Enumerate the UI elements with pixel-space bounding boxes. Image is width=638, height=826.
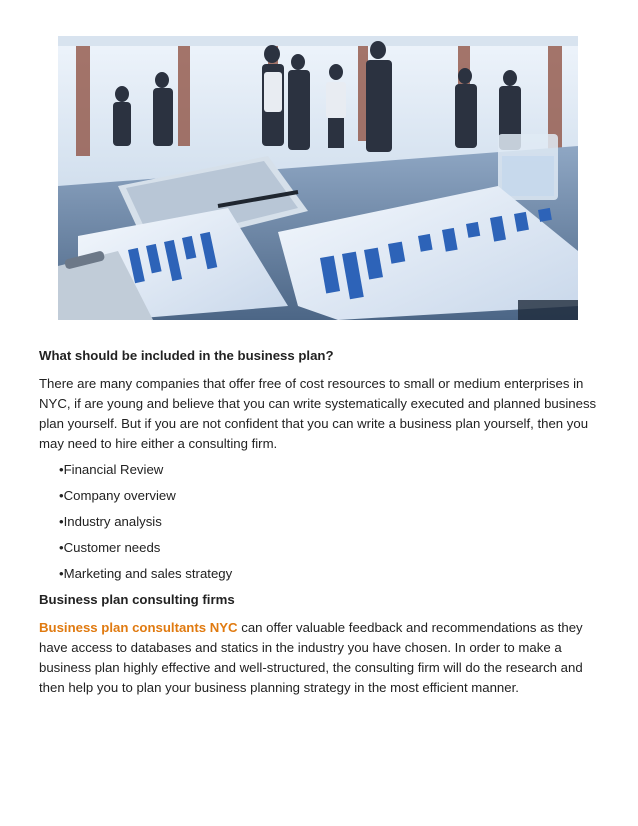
- consulting-paragraph: [39, 618, 601, 698]
- article-content: [39, 346, 601, 698]
- section-heading-consulting: Business plan consulting firms: [39, 592, 235, 607]
- list-item: •Financial Review: [59, 462, 164, 477]
- list-item: •Industry analysis: [59, 514, 162, 529]
- business-meeting-photo-icon: [58, 36, 578, 320]
- section-heading: What should be included in the business plan?: [39, 348, 334, 363]
- hero-image: [58, 36, 578, 320]
- list-item: •Company overview: [59, 488, 176, 503]
- list-item: •Marketing and sales strategy: [59, 566, 233, 581]
- bullet-list: [39, 460, 601, 584]
- consultants-link[interactable]: Business plan consultants NYC: [39, 620, 238, 635]
- list-item: •Customer needs: [59, 540, 161, 555]
- consulting-paragraph-text: can offer valuable feedback and recommendations as they have access to databases and statics in the industry you have chosen. In order to make a business plan highly effective and well-structured, the consulting firm will do the research and then help you to plan your business planning strategy in the most efficient manner.: [39, 620, 583, 695]
- body-paragraph: There are many companies that offer free of cost resources to small or medium enterprises in NYC, if are young and believe that you can write systematically executed and planned business plan yourself. But if you are not confident that you can write a business plan yourself, then you may need to hire either a consulting firm.: [39, 376, 597, 451]
